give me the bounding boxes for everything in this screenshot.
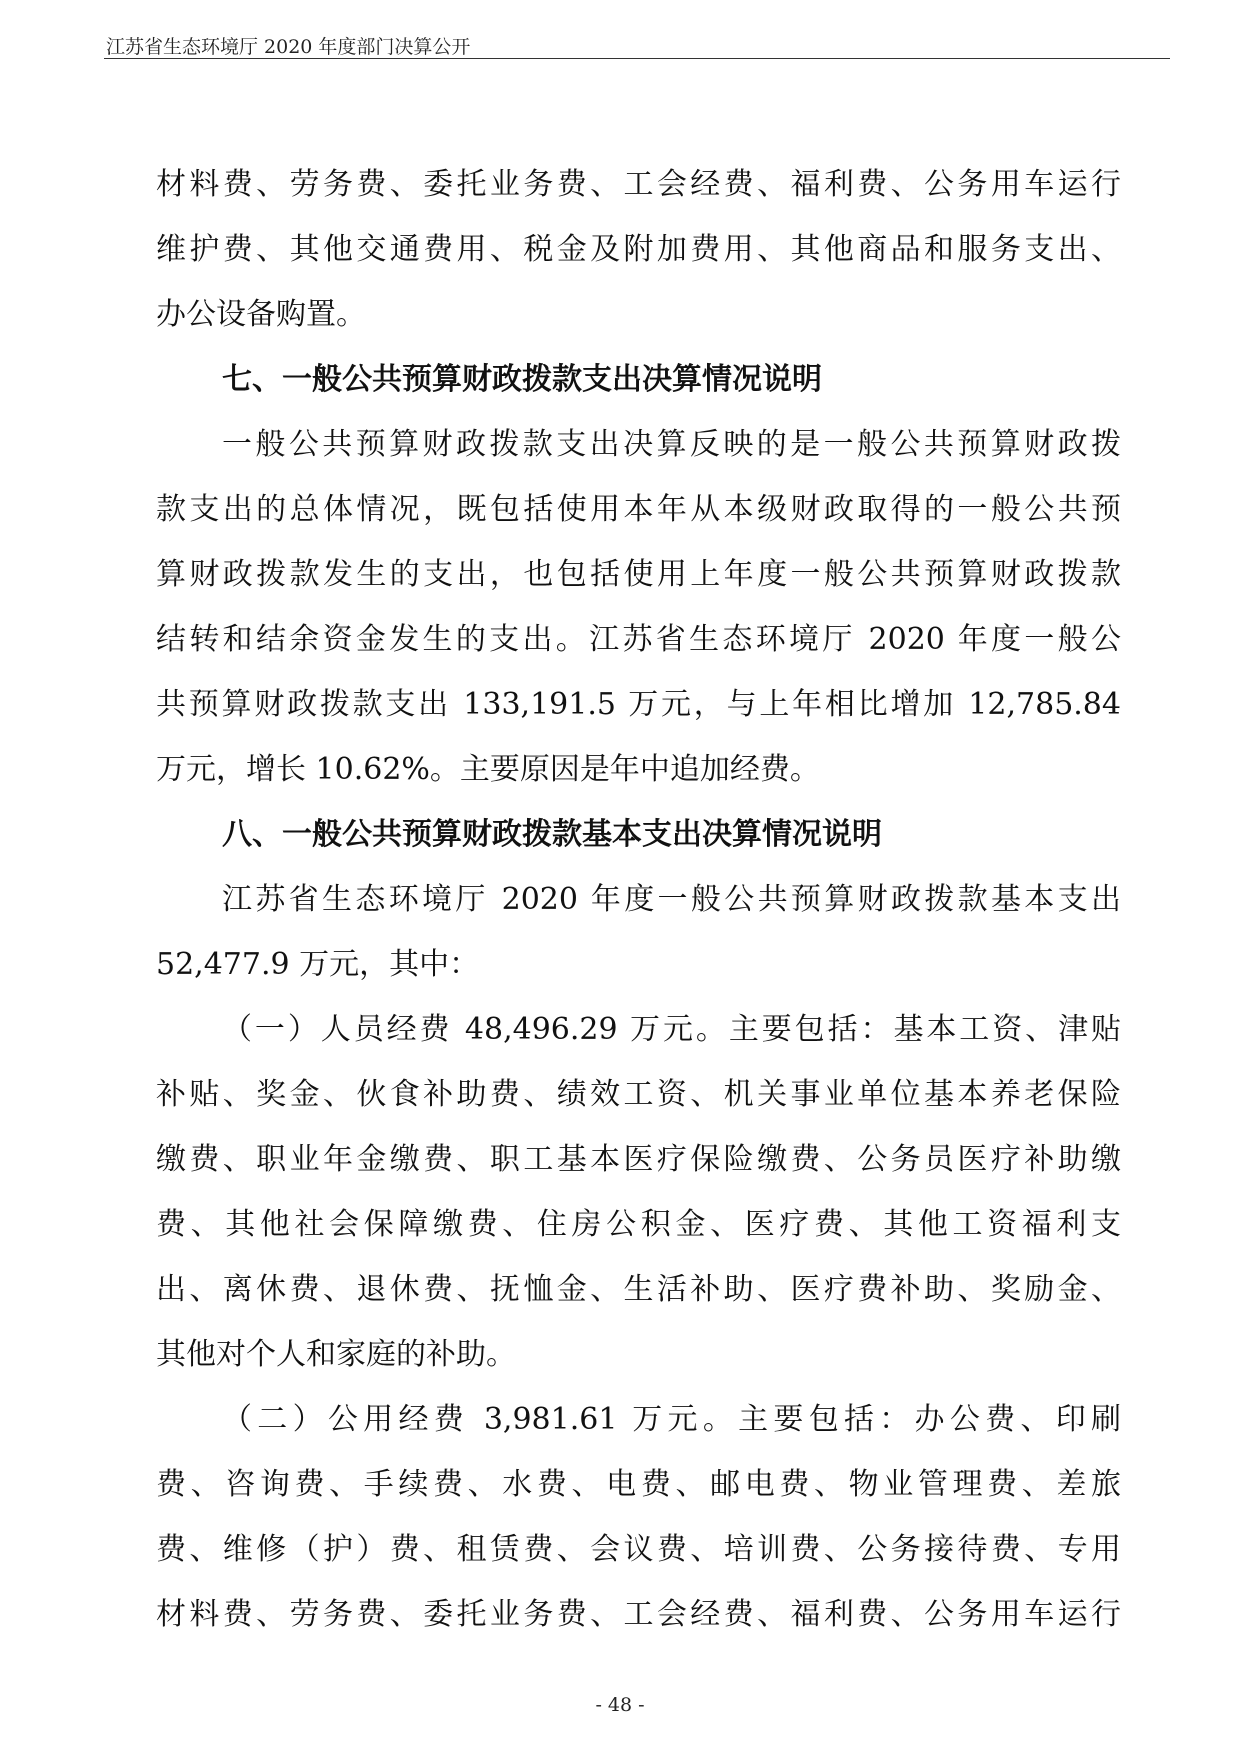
body-line: 维护费、其他交通费用、税金及附加费用、其他商品和服务支出、 — [156, 232, 1121, 267]
body-line: 费、维修（护）费、租赁费、会议费、培训费、公务接待费、专用 — [156, 1532, 1121, 1567]
body-line: 万元，增长 10.62%。主要原因是年中追加经费。 — [156, 752, 820, 787]
running-header: 江苏省生态环境厅 2020 年度部门决算公开 — [106, 36, 471, 58]
body-line: 补贴、奖金、伙食补助费、绩效工资、机关事业单位基本养老保险 — [156, 1077, 1121, 1112]
body-line: （一）人员经费 48,496.29 万元。主要包括：基本工资、津贴 — [222, 1012, 1121, 1047]
header-divider — [104, 58, 1170, 59]
body-line: 出、离休费、退休费、抚恤金、生活补助、医疗费补助、奖励金、 — [156, 1272, 1121, 1307]
body-line: 材料费、劳务费、委托业务费、工会经费、福利费、公务用车运行 — [156, 1597, 1121, 1632]
body-line: 一般公共预算财政拨款支出决算反映的是一般公共预算财政拨 — [222, 427, 1121, 462]
document-body — [156, 152, 1121, 1647]
body-line: 款支出的总体情况，既包括使用本年从本级财政取得的一般公共预 — [156, 492, 1121, 527]
page-number: - 48 - — [595, 1694, 645, 1716]
body-line: 材料费、劳务费、委托业务费、工会经费、福利费、公务用车运行 — [156, 167, 1121, 202]
body-line: 算财政拨款发生的支出，也包括使用上年度一般公共预算财政拨款 — [156, 557, 1121, 592]
body-line: 缴费、职业年金缴费、职工基本医疗保险缴费、公务员医疗补助缴 — [156, 1142, 1121, 1177]
body-line: 办公设备购置。 — [156, 297, 366, 332]
body-line: 费、其他社会保障缴费、住房公积金、医疗费、其他工资福利支 — [156, 1207, 1121, 1242]
body-line: 江苏省生态环境厅 2020 年度一般公共预算财政拨款基本支出 — [222, 882, 1121, 917]
body-line: 其他对个人和家庭的补助。 — [156, 1337, 516, 1372]
body-line: 52,477.9 万元，其中： — [156, 947, 480, 982]
body-line: 费、咨询费、手续费、水费、电费、邮电费、物业管理费、差旅 — [156, 1467, 1121, 1502]
body-line: 结转和结余资金发生的支出。江苏省生态环境厅 2020 年度一般公 — [156, 622, 1121, 657]
body-line: 共预算财政拨款支出 133,191.5 万元，与上年相比增加 12,785.84 — [156, 687, 1121, 722]
body-line: （二）公用经费 3,981.61 万元。主要包括：办公费、印刷 — [222, 1402, 1121, 1437]
section-heading-8: 八、一般公共预算财政拨款基本支出决算情况说明 — [222, 817, 882, 852]
section-heading-7: 七、一般公共预算财政拨款支出决算情况说明 — [222, 362, 822, 397]
